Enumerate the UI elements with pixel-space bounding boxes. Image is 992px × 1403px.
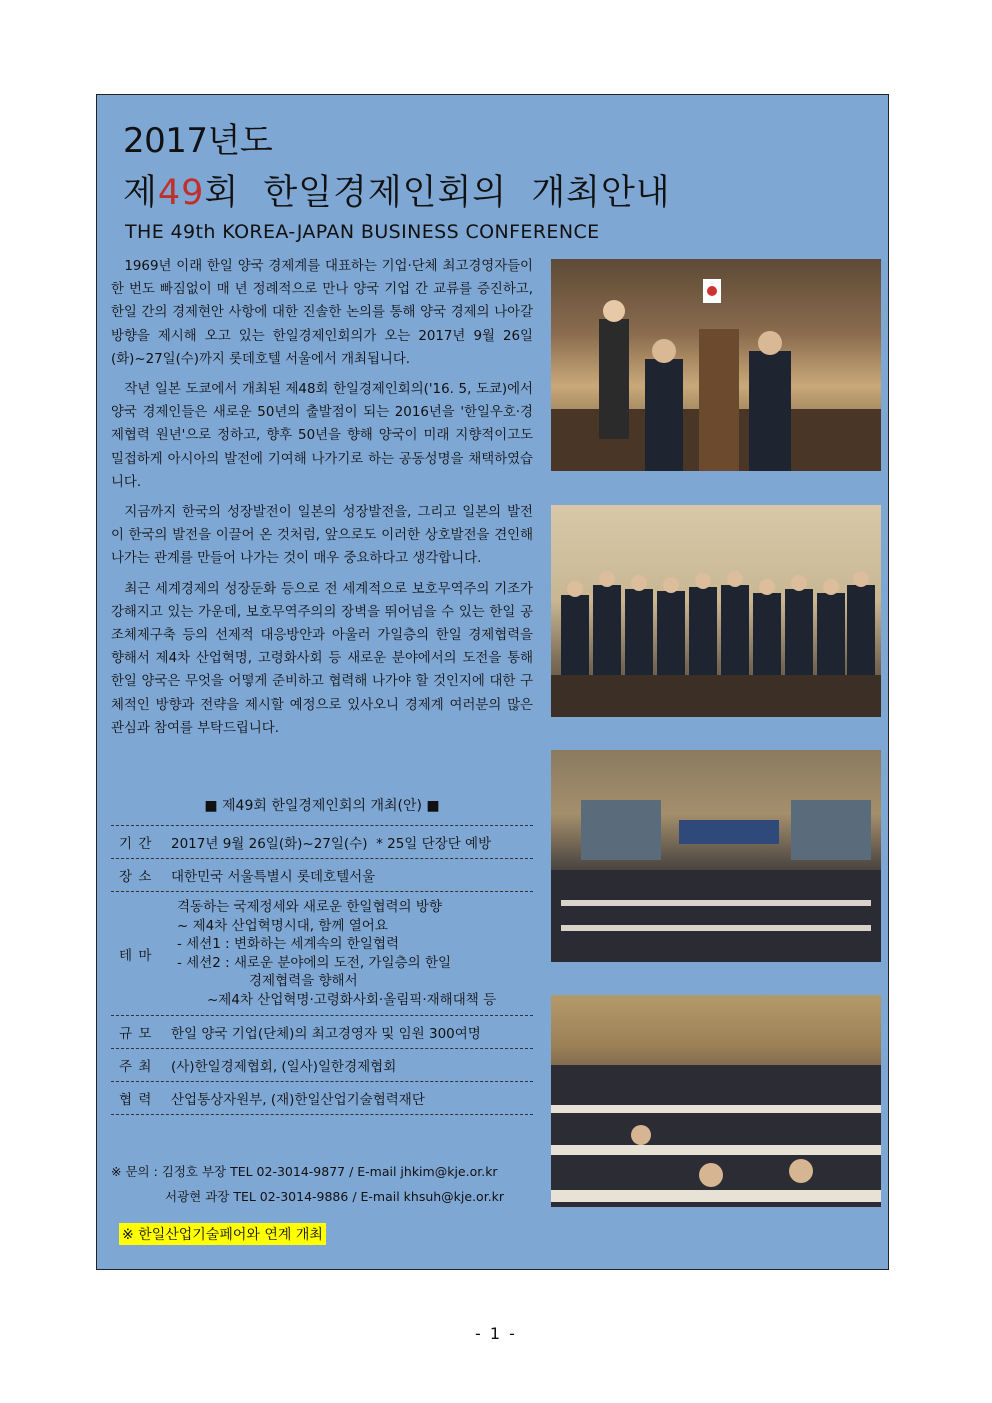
- paragraph: 1969년 이래 한일 양국 경제계를 대표하는 기업·단체 최고경영자들이 한 번도 빠짐없이 매 년 정례적으로 만나 양국 기업 간 교류를 증진하고, 한일 간의 경제현안 사항에 대한 진솔한 논의를 통해 양국 경제의 나아갈 방향을 제시해 오고 있는 한일경제인회의가 오는 2017년 9월 26일(화)~27일(수)까지 롯데호텔 서울에서 개최됩니다.: [111, 259, 533, 367]
- english-subtitle: THE 49th KOREA-JAPAN BUSINESS CONFERENCE: [125, 221, 600, 243]
- theme-value: [171, 898, 533, 1009]
- place-label: 장 소: [119, 869, 153, 885]
- highlight-note: ※ 한일산업기술페어와 연계 개최: [119, 1223, 326, 1245]
- theme-line: ~ 제4차 산업혁명시대, 함께 열어요: [177, 917, 388, 934]
- contact-line: ※ 문의 : 김정호 부장 TEL 02-3014-9877 / E-mail jhkim@kje.or.kr: [111, 1164, 498, 1179]
- page-title: [123, 165, 671, 215]
- info-row-theme: [111, 891, 533, 1015]
- paragraph: 작년 일본 도쿄에서 개최된 제48회 한일경제인회의('16. 5, 도쿄)에서 양국 경제인들은 새로운 50년의 출발점이 되는 2016년을 '한일우호·경제협력 원년'으로 정하고, 향후 50년을 향해 양국이 미래 지향적이고도 밀접하게 아시아의 발전에 기여해 나가기로 하는 공동성명을 채택하였습니다.: [111, 382, 533, 490]
- group-photo: [551, 505, 881, 717]
- info-row-host: [111, 1048, 533, 1081]
- info-table: [111, 825, 533, 1115]
- paragraph: 지금까지 한국의 성장발전이 일본의 성장발전을, 그리고 일본의 발전이 한국의 발전을 이끌어 온 것처럼, 앞으로도 이러한 상호발전을 견인해 나가는 관계를 만들어 나가는 것이 매우 중요하다고 생각합니다.: [111, 505, 533, 567]
- host-label: 주 최: [119, 1059, 153, 1075]
- group-photo-art: [551, 505, 881, 717]
- cooperation-value: 산업통상자원부, (재)한일산업기술협력재단: [171, 1092, 425, 1108]
- theme-label: 테 마: [119, 947, 153, 964]
- period-value: 2017년 9월 26일(화)~27일(수) * 25일 단장단 예방: [171, 836, 492, 852]
- title-prefix: 제: [123, 173, 158, 213]
- cooperation-label: 협 력: [119, 1092, 153, 1108]
- audience-photo-art: [551, 995, 881, 1207]
- ceremony-photo: [551, 259, 881, 471]
- announcement-panel: [96, 94, 889, 1270]
- info-row-place: [111, 858, 533, 891]
- year-heading: 2017년도: [123, 121, 273, 161]
- period-label: 기 간: [119, 836, 153, 852]
- paragraph: 최근 세계경제의 성장둔화 등으로 전 세계적으로 보호무역주의 기조가 강해지고 있는 가운데, 보호무역주의의 장벽을 뛰어넘을 수 있는 한일 공조체제구축 등의 선제적 대응방안과 아울러 가일층의 한일 경제협력을 향해서 제4차 산업혁명, 고령화사회 등 새로운 분야에서의 도전을 통해 한일 양국은 무엇을 어떻게 준비하고 협력해 나가야 할 것인지에 대한 구체적인 방향과 전략을 제시할 예정으로 있사오니 경제계 여러분의 많은 관심과 참여를 부탁드립니다.: [111, 581, 533, 736]
- page-number: - 1 -: [475, 1324, 517, 1343]
- audience-photo: [551, 995, 881, 1207]
- scale-value: 한일 양국 기업(단체)의 최고경영자 및 임원 300여명: [171, 1026, 481, 1042]
- theme-line: - 세션2 : 새로운 분야에의 도전, 가일층의 한일: [177, 954, 452, 971]
- title-number: 49: [157, 173, 205, 213]
- theme-line: ~제4차 산업혁명·고령화사회·올림픽·재해대책 등: [207, 991, 497, 1008]
- info-row-scale: [111, 1015, 533, 1048]
- title-suffix: 회 한일경제인회의 개최안내: [204, 173, 671, 213]
- contact-info: [111, 1159, 504, 1209]
- theme-line: 경제협력을 향해서: [249, 973, 358, 989]
- ceremony-photo-art: [551, 259, 881, 471]
- info-row-period: [111, 825, 533, 858]
- theme-line: - 세션1 : 변화하는 세계속의 한일협력: [177, 936, 400, 952]
- theme-line: 격동하는 국제정세와 새로운 한일협력의 방향: [177, 899, 442, 915]
- info-title: ■ 제49회 한일경제인회의 개최(안) ■: [204, 798, 440, 814]
- body-text: [111, 255, 533, 747]
- place-value: 대한민국 서울특별시 롯데호텔서울: [171, 869, 376, 885]
- conference-hall-photo: [551, 750, 881, 962]
- contact-line: 서광현 과장 TEL 02-3014-9886 / E-mail khsuh@kje.or.kr: [165, 1189, 505, 1204]
- info-row-cooperation: [111, 1081, 533, 1115]
- host-value: (사)한일경제협회, (일사)일한경제협회: [171, 1059, 397, 1075]
- scale-label: 규 모: [119, 1026, 153, 1042]
- conference-hall-photo-art: [551, 750, 881, 962]
